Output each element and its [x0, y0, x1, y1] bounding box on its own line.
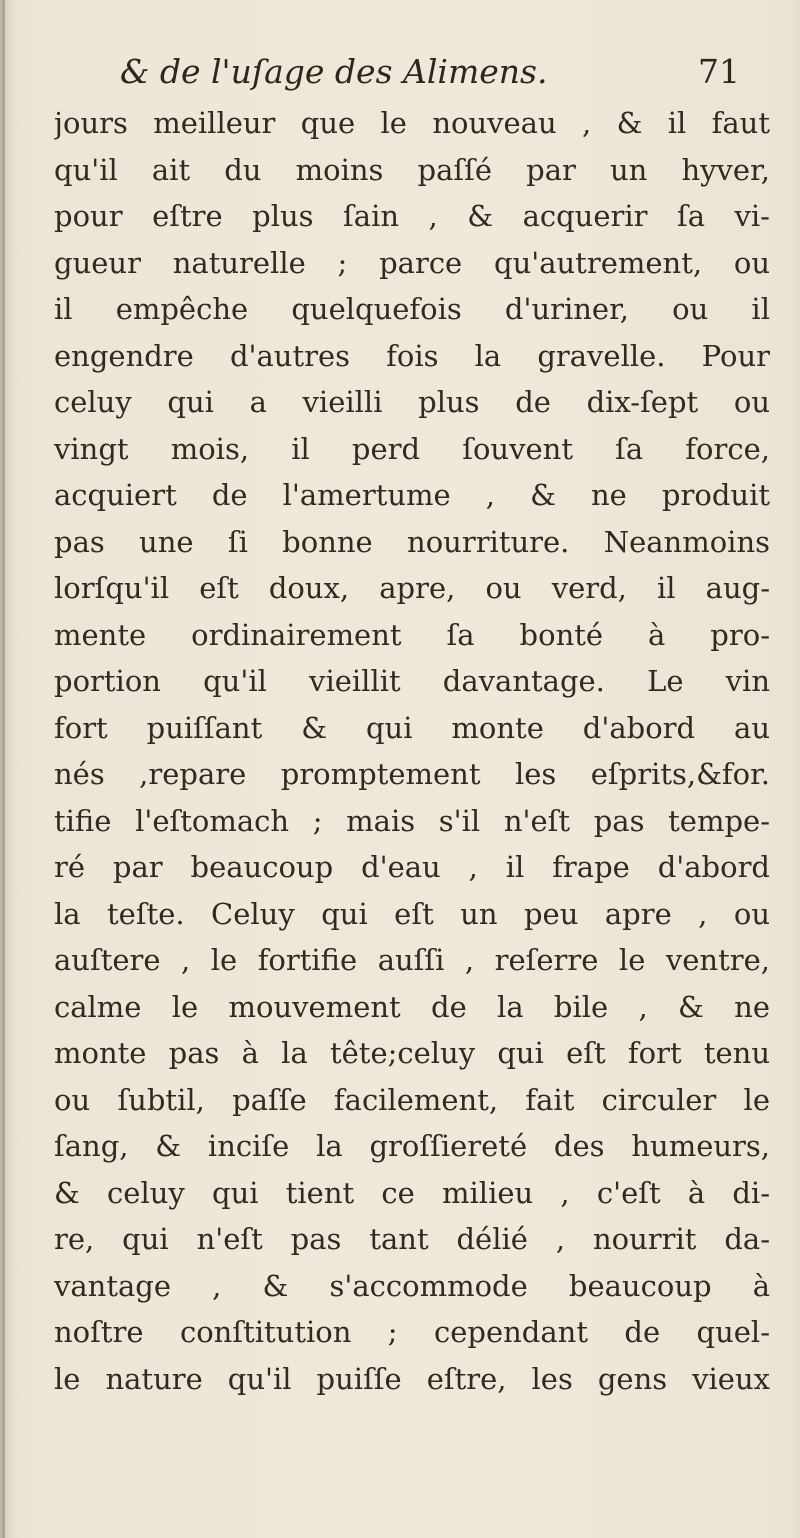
- text-line: lorſqu'il eſt doux, apre, ou verd, il aug-: [54, 571, 770, 605]
- text-line: noſtre conſtitution ; cependant de quel-: [54, 1315, 770, 1349]
- text-line: qu'il ait du moins paſſé par un hyver,: [54, 152, 770, 187]
- text-line: pas une ſi bonne nourriture. Neanmoins: [54, 524, 770, 559]
- text-line: tifie l'eſtomach ; mais s'il n'eſt pas tempe-: [54, 803, 770, 838]
- text-line: calme le mouvement de la bile , & ne: [54, 989, 770, 1024]
- text-line: pour eſtre plus ſain , & acquerir ſa vi-: [54, 199, 770, 233]
- text-line: portion qu'il vieillit davantage. Le vin: [54, 664, 770, 698]
- text-line: le nature qu'il puiſſe eſtre, les gens vieux: [54, 1361, 770, 1396]
- text-line: vantage , & s'accommode beaucoup à: [54, 1268, 770, 1303]
- text-line: & celuy qui tient ce milieu , c'eſt à di-: [54, 1175, 770, 1210]
- text-line: fort puiſſant & qui monte d'abord au: [54, 710, 770, 745]
- body-text: [54, 100, 770, 1402]
- text-line: vingt mois, il perd ſouvent ſa force,: [54, 431, 770, 466]
- text-line: mente ordinairement ſa bonté à pro-: [54, 617, 770, 652]
- text-line: nés ,repare promptement les eſprits,&for.: [54, 757, 770, 791]
- page-gutter-edge: [2, 0, 5, 1538]
- page-header: [120, 52, 770, 102]
- text-line: ſang, & inciſe la groſſiereté des humeurs,: [54, 1129, 770, 1163]
- text-line: la teſte. Celuy qui eſt un peu apre , ou: [54, 896, 770, 931]
- text-line: ou ſubtil, paſſe facilement, fait circuler le: [54, 1082, 770, 1117]
- text-line: re, qui n'eſt pas tant délié , nourrit da-: [54, 1222, 770, 1256]
- text-line: ré par beaucoup d'eau , il frape d'abord: [54, 850, 770, 884]
- running-title: & de l'uſage des Alimens.: [120, 52, 548, 91]
- text-line: jours meilleur que le nouveau , & il faut: [54, 106, 770, 140]
- text-line: acquiert de l'amertume , & ne produit: [54, 478, 770, 512]
- page-number: 71: [698, 52, 740, 91]
- text-line: celuy qui a vieilli plus de dix-ſept ou: [54, 385, 770, 419]
- text-line: il empêche quelquefois d'uriner, ou il: [54, 292, 770, 326]
- text-line: engendre d'autres fois la gravelle. Pour: [54, 338, 770, 373]
- text-line: monte pas à la tête;celuy qui eſt fort tenu: [54, 1036, 770, 1070]
- text-line: gueur naturelle ; parce qu'autrement, ou: [54, 245, 770, 280]
- text-line: auſtere , le fortifie auſſi , reſerre le ventre,: [54, 943, 770, 977]
